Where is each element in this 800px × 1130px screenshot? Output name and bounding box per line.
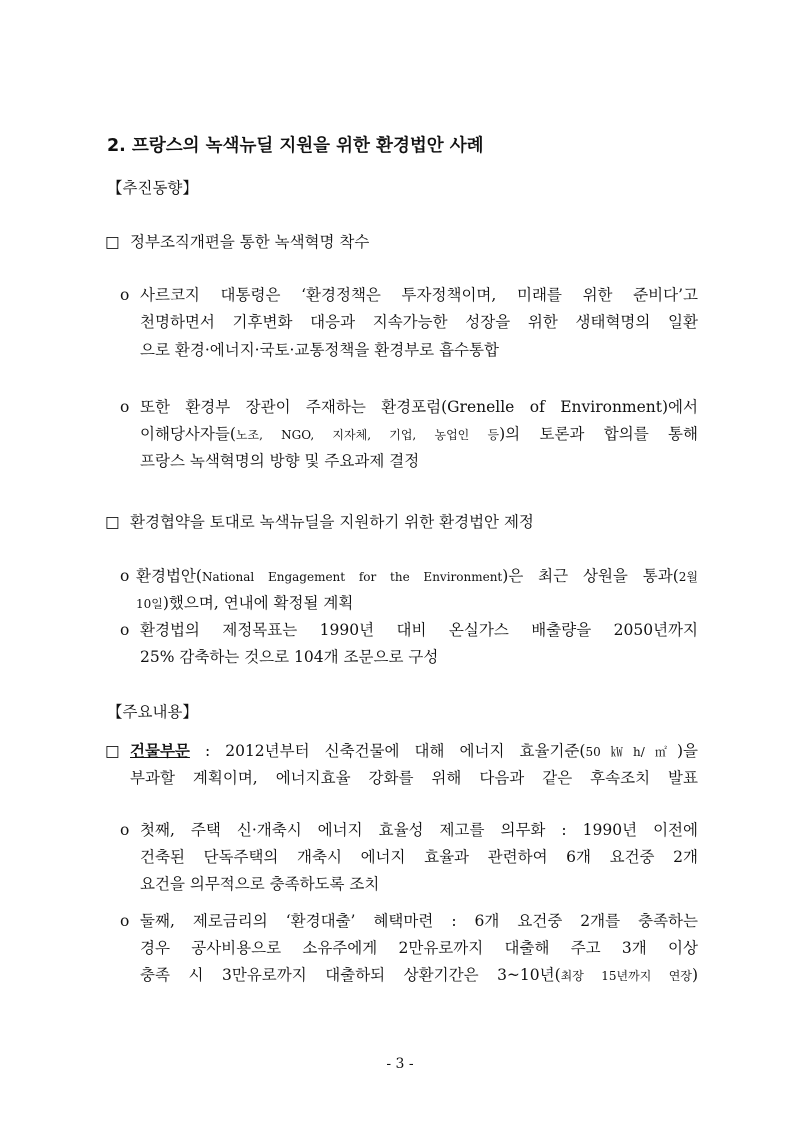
text: )은 최근 상원을 통과( bbox=[502, 567, 679, 585]
text: : 2012년부터 신축건물에 대해 에너지 효율기준( bbox=[189, 742, 586, 760]
checkbox-bullet: □ bbox=[105, 233, 120, 251]
text-small: National Engagement for the Environment bbox=[201, 570, 503, 584]
bullet: o bbox=[120, 621, 130, 639]
paragraph-line bbox=[140, 965, 698, 986]
section-title: 2. 프랑스의 녹색뉴딜 지원을 위한 환경법안 사례 bbox=[107, 136, 484, 156]
paragraph-line: 요건을 의무적으로 충족하도록 조치 bbox=[140, 875, 380, 893]
text: )했으며, 연내에 확정될 계획 bbox=[162, 594, 354, 612]
text: ) bbox=[691, 966, 698, 984]
text: )을 bbox=[676, 742, 699, 760]
heading-building bbox=[130, 741, 698, 762]
bullet: o bbox=[120, 821, 130, 839]
text: 충족 시 3만유로까지 대출하되 상환기간은 3~10년( bbox=[140, 966, 561, 984]
text: )의 토론과 합의를 통해 bbox=[499, 425, 698, 443]
paragraph-line: 건축된 단독주택의 개축시 에너지 효율과 관련하여 6개 요건중 2개 bbox=[140, 848, 698, 866]
heading-law: 환경협약을 토대로 녹색뉴딜을 지원하기 위한 환경법안 제정 bbox=[130, 513, 534, 531]
building-label: 건물부문 bbox=[130, 742, 190, 760]
paragraph-line: 천명하면서 기후변화 대응과 지속가능한 성장을 위한 생태혁명의 일환 bbox=[140, 313, 698, 331]
paragraph-line: 둘째, 제로금리의 ‘환경대출’ 혜택마련 : 6개 요건중 2개를 충족하는 bbox=[140, 912, 698, 930]
checkbox-bullet: □ bbox=[105, 742, 120, 760]
bullet: o bbox=[120, 398, 130, 416]
subheading-main: 【주요내용】 bbox=[107, 703, 198, 721]
text-small: 노조, NGO, 지자체, 기업, 농업인 등 bbox=[235, 428, 500, 442]
bullet: o bbox=[120, 286, 130, 304]
subheading-progress: 【추진동향】 bbox=[107, 179, 198, 197]
paragraph-line: 프랑스 녹색혁명의 방향 및 주요과제 결정 bbox=[140, 452, 420, 470]
paragraph-line: 환경법의 제정목표는 1990년 대비 온실가스 배출량을 2050년까지 bbox=[140, 621, 698, 639]
text: 이해당사자들( bbox=[140, 425, 236, 443]
page-number: - 3 - bbox=[386, 1056, 414, 1072]
paragraph-line bbox=[136, 593, 353, 614]
text-small: 50㎾h/㎡ bbox=[585, 745, 677, 759]
checkbox-bullet: □ bbox=[105, 513, 120, 531]
text: 환경법안( bbox=[136, 567, 202, 585]
paragraph-line: 경우 공사비용으로 소유주에게 2만유로까지 대출해 주고 3개 이상 bbox=[140, 939, 698, 957]
bullet: o bbox=[120, 912, 130, 930]
text-small: 2월 bbox=[678, 570, 698, 584]
paragraph-line: 부과할 계획이며, 에너지효율 강화를 위해 다음과 같은 후속조치 발표 bbox=[130, 769, 698, 787]
paragraph-line bbox=[136, 566, 698, 587]
heading-reorganization: 정부조직개편을 통한 녹색혁명 착수 bbox=[130, 233, 370, 251]
paragraph-line: 25% 감축하는 것으로 104개 조문으로 구성 bbox=[140, 648, 439, 666]
paragraph-line bbox=[140, 424, 698, 445]
bullet: o bbox=[120, 567, 130, 585]
text-small: 최장 15년까지 연장 bbox=[560, 969, 692, 983]
text-small: 10일 bbox=[136, 597, 163, 611]
paragraph-line: 첫째, 주택 신·개축시 에너지 효율성 제고를 의무화 : 1990년 이전에 bbox=[140, 821, 698, 839]
paragraph-line: 사르코지 대통령은 ‘환경정책은 투자정책이며, 미래를 위한 준비다’고 bbox=[140, 286, 698, 304]
paragraph-line: 또한 환경부 장관이 주재하는 환경포럼(Grenelle of Environment)에서 bbox=[140, 398, 698, 416]
paragraph-line: 으로 환경·에너지·국토·교통정책을 환경부로 흡수통합 bbox=[140, 341, 499, 359]
